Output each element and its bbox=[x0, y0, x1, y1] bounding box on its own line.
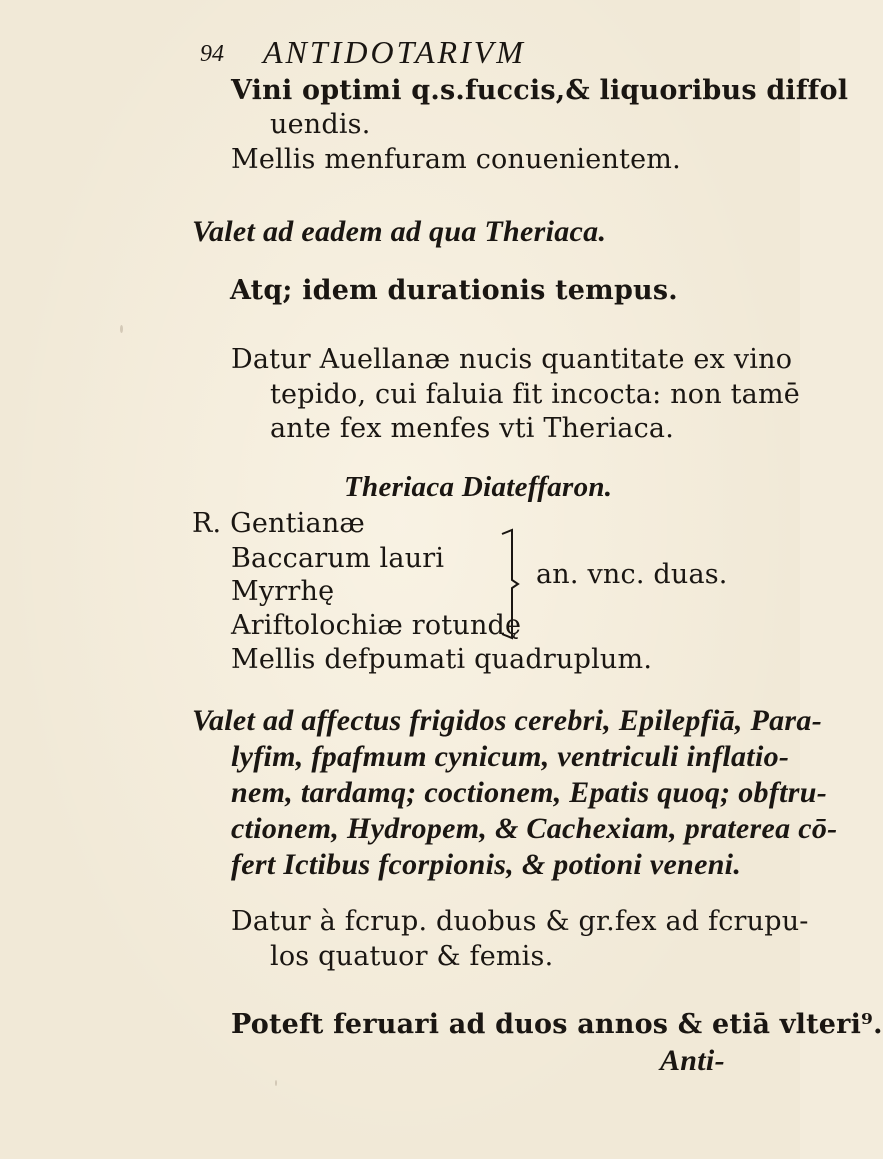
italic-heading: Valet ad eadem ad qua Theriaca. bbox=[192, 215, 607, 248]
page-number: 94 bbox=[200, 41, 224, 67]
ingredient-line: R. Gentianæ bbox=[192, 508, 365, 539]
text-line: uendis. bbox=[270, 109, 371, 140]
text-line: Vini optimi q.s.fuccis,& liquoribus diffol bbox=[231, 75, 849, 106]
quantity-note: an. vnc. duas. bbox=[536, 559, 728, 590]
text-line: tepido, cui faluia fit incocta: non tamē bbox=[270, 379, 800, 410]
text-line: Datur Auellanæ nucis quantitate ex vino bbox=[231, 344, 793, 375]
italic-paragraph-line: nem, tardamq; coctionem, Epatis quoq; obftru- bbox=[231, 776, 828, 809]
catchword: Anti- bbox=[660, 1044, 725, 1077]
italic-paragraph-line: ctionem, Hydropem, & Cachexiam, praterea cō- bbox=[231, 812, 838, 845]
text-line: Mellis menfuram conuenientem. bbox=[231, 144, 681, 175]
paper-speck bbox=[275, 1080, 277, 1086]
ingredient-line: Baccarum lauri bbox=[231, 543, 445, 574]
paper-speck bbox=[745, 390, 748, 393]
running-title: ANTIDOTARIVM bbox=[263, 34, 526, 70]
recipe-title: Theriaca Diateffaron. bbox=[344, 471, 613, 503]
text-line: Datur à fcrup. duobus & gr.fex ad fcrupu- bbox=[231, 906, 809, 937]
ingredient-line: Ariftolochiæ rotundę bbox=[231, 610, 522, 641]
text-line: ante fex menfes vti Theriaca. bbox=[270, 413, 674, 444]
ingredient-line: Myrrhę bbox=[231, 576, 335, 607]
text-line: Atq; idem durationis tempus. bbox=[230, 275, 678, 306]
italic-paragraph-line: fert Ictibus fcorpionis, & potioni veneni. bbox=[231, 848, 742, 881]
italic-paragraph-line: Valet ad affectus frigidos cerebri, Epilepfiā, Para- bbox=[192, 704, 822, 737]
italic-paragraph-line: lyfim, fpafmum cynicum, ventriculi inflatio- bbox=[231, 740, 790, 773]
text-line: Mellis defpumati quadruplum. bbox=[231, 644, 653, 675]
brace-icon bbox=[498, 526, 538, 642]
paper-speck bbox=[120, 325, 123, 333]
text-line: Poteft feruari ad duos annos & etiā vlteri⁹. bbox=[231, 1009, 883, 1040]
text-line: los quatuor & femis. bbox=[270, 941, 554, 972]
